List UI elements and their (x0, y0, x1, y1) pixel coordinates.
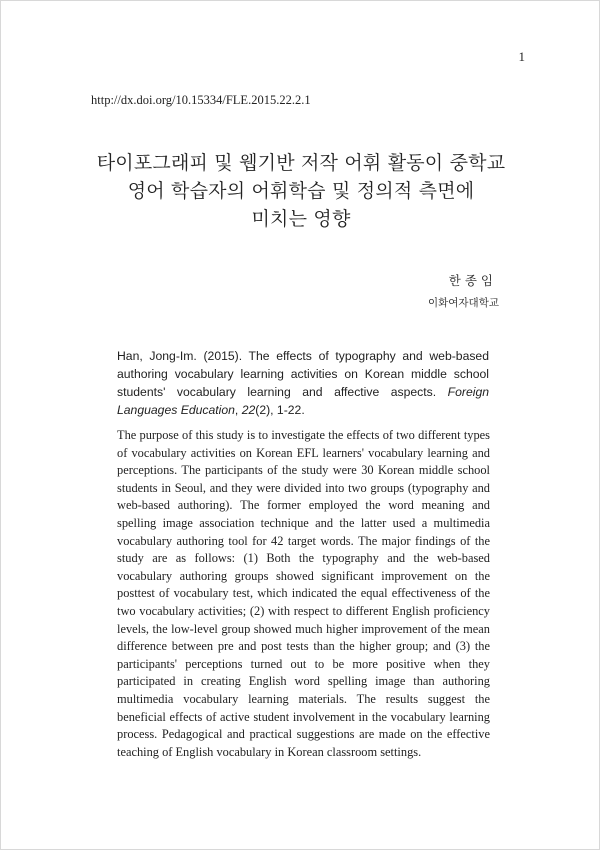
abstract: The purpose of this study is to investigate the effects of two different types of vocabulary activities on Korean EFL learners' vocabulary learning and perceptions. The participants of the study were 30 Korean middle school students in Seoul, and they were divided into two groups (typography and web-based authoring). The former employed the word meaning and spelling image association technique and the latter used a multimedia vocabulary authoring tool for 42 target words. The major findings of the study are as follows: (1) Both the typography and the web-based vocabulary authoring groups showed significant improvement on the posttest of vocabulary test, which indicated the equal effectiveness of the two vocabulary activities; (2) with respect to different English proficiency levels, the low-level group showed much higher improvement of the mean difference between pre and post tests than the higher group; and (3) the participants' perceptions turned out to be more positive when they participated in creating English word spelling image than authoring multimedia vocabulary learning materials. The results suggest the beneficial effects of active student involvement in the vocabulary learning process. Pedagogical and practical suggestions are made on the effective teaching of English vocabulary in Korean classroom settings. (117, 428, 490, 759)
citation-separator: , (234, 403, 242, 417)
doi-link[interactable]: http://dx.doi.org/10.15334/FLE.2015.22.2.1 (91, 93, 311, 107)
page-number: 1 (518, 49, 525, 64)
author-affiliation: 이화여자대학교 (427, 297, 499, 309)
title-line-3: 미치는 영향 (251, 208, 351, 230)
title-line-2: 영어 학습자의 어휘학습 및 정의적 측면에 (127, 180, 475, 202)
citation-issue-pages: (2), 1-22. (255, 403, 305, 417)
paper-title (61, 149, 541, 233)
author-name: 한종임 (448, 273, 497, 288)
citation (117, 347, 489, 419)
citation-text: Han, Jong-Im. (2015). The effects of typography and web-based authoring vocabulary learning activities on Korean middle school students' vocabulary learning and affective aspects. (117, 349, 489, 399)
journal-name: Foreign Languages Education (117, 385, 489, 417)
title-line-1: 타이포그래피 및 웹기반 저작 어휘 활동이 중학교 (96, 152, 506, 174)
journal-volume: 22 (241, 403, 256, 417)
